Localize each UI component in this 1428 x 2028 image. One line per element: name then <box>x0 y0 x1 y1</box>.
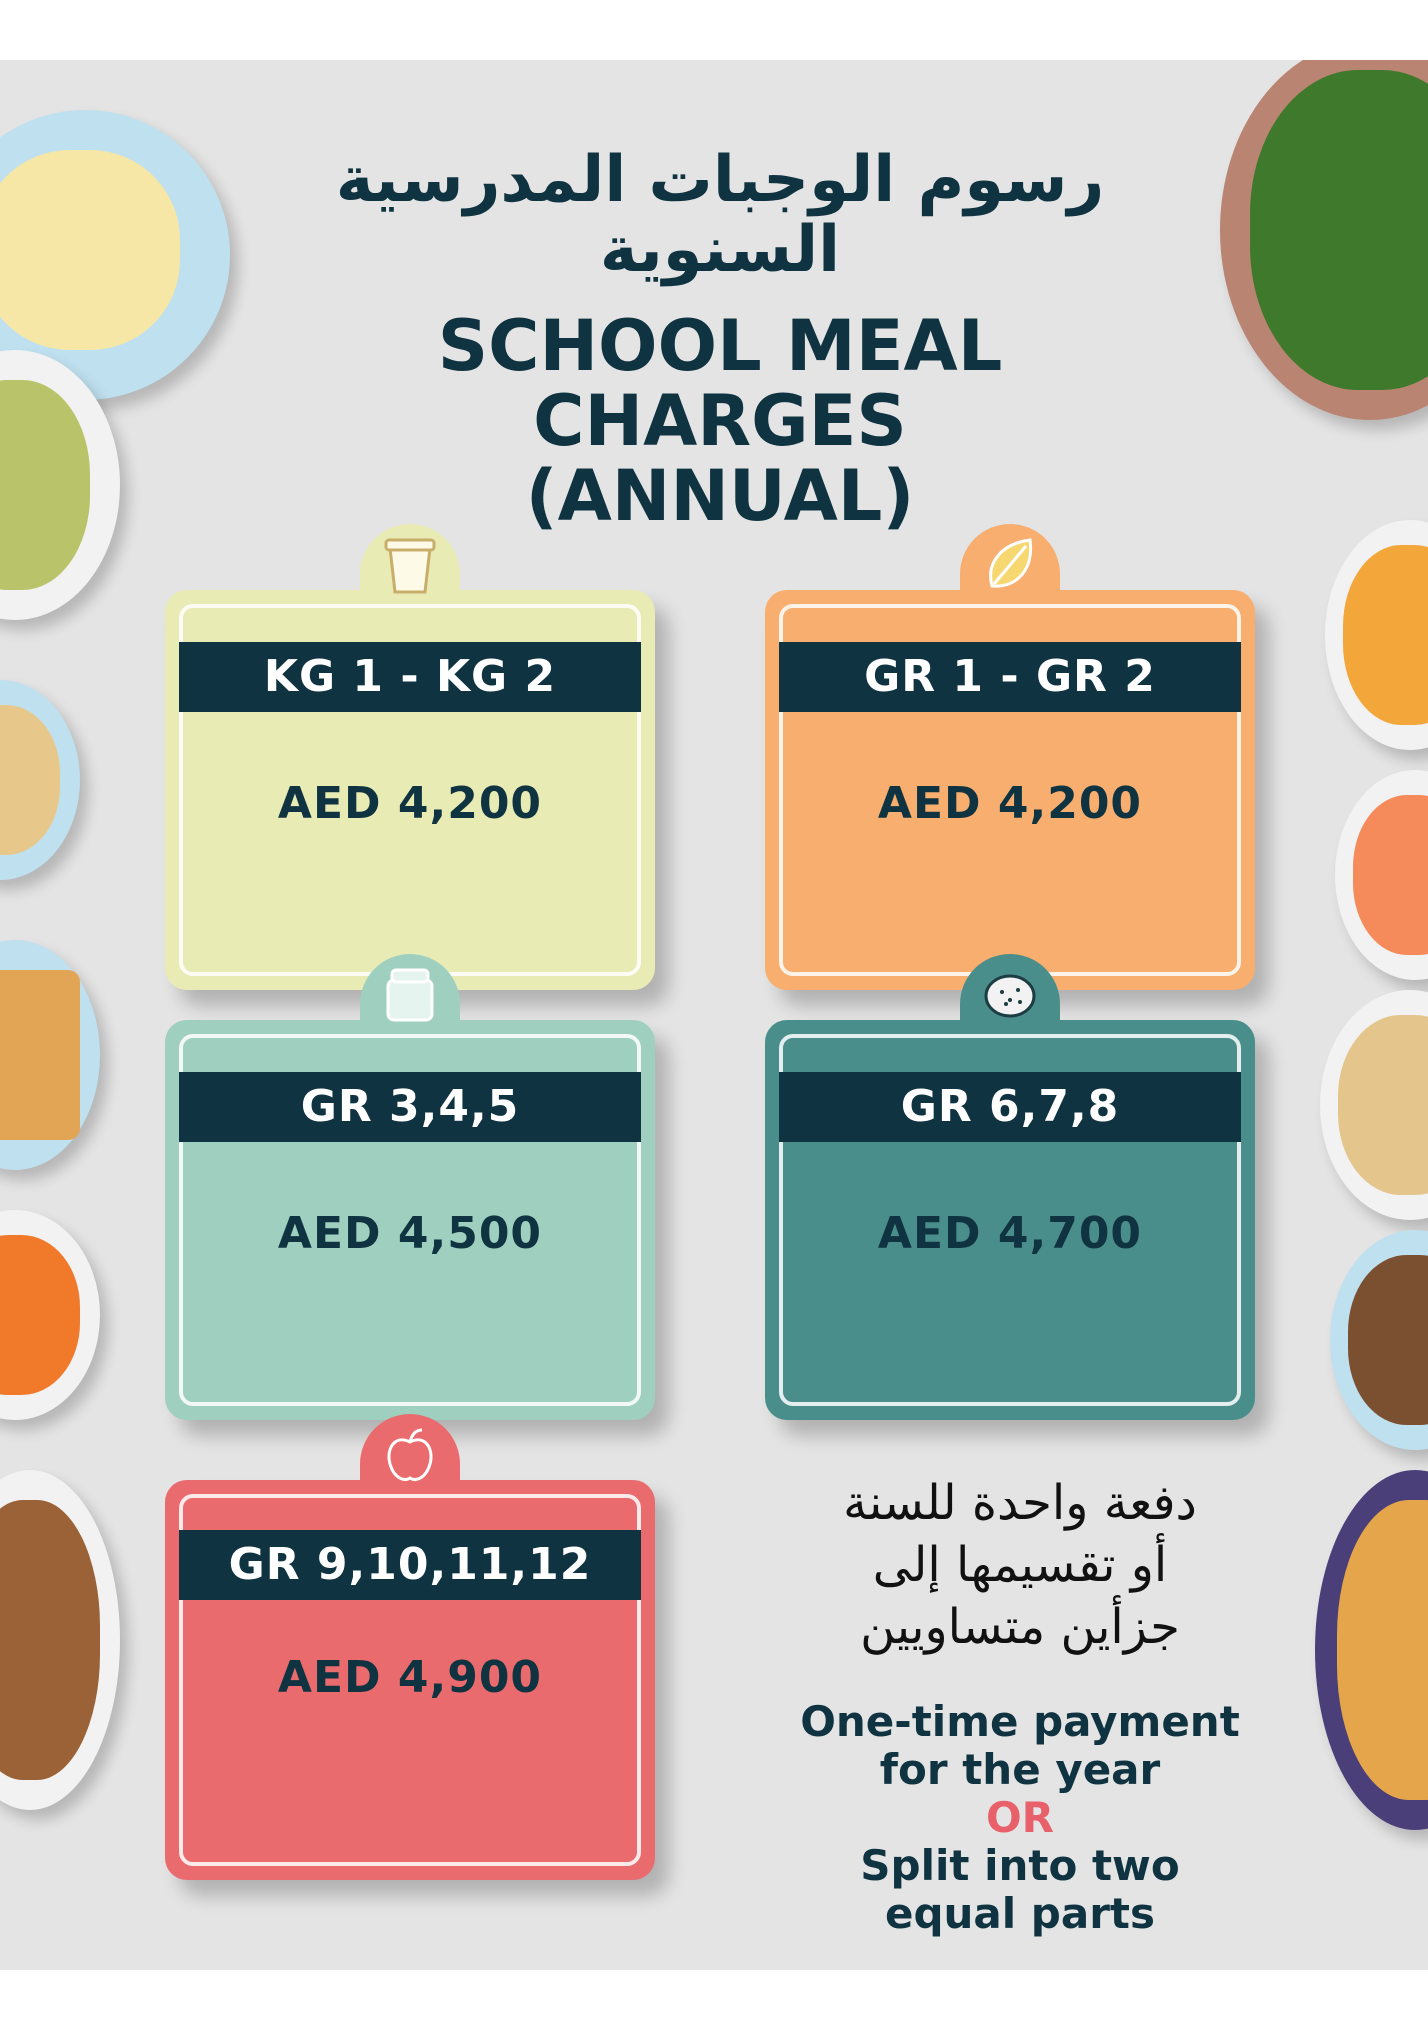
title-arabic-line2: السنوية <box>599 213 841 287</box>
nuts-bowl-image <box>1330 1230 1428 1450</box>
grade-label: GR 6,7,8 <box>779 1072 1241 1142</box>
payment-note-english-line1: One-time payment <box>800 1697 1240 1746</box>
leaf-icon <box>980 534 1040 596</box>
rings-bowl-image <box>1320 990 1428 1220</box>
apple-icon <box>380 1424 440 1486</box>
price-card-kg <box>165 590 655 990</box>
price-card-gr6-8 <box>765 1020 1255 1420</box>
title-english-line2: CHARGES <box>533 380 907 462</box>
broccoli-bowl-image <box>1220 60 1428 420</box>
payment-note-english-line4: equal parts <box>884 1889 1155 1938</box>
grade-label: KG 1 - KG 2 <box>179 642 641 712</box>
egg-icon <box>980 964 1040 1026</box>
title-english-line1: SCHOOL MEAL <box>437 305 1003 387</box>
orange-fruit-bowl-image <box>1325 520 1428 750</box>
title-arabic-line1: رسوم الوجبات المدرسية <box>335 143 1105 217</box>
payment-note-arabic-line2: أو تقسيمها إلى <box>872 1537 1168 1593</box>
crackers-bowl-image <box>0 680 80 880</box>
payment-note-english-line2: for the year <box>879 1745 1161 1794</box>
payment-note-arabic-line1: دفعة واحدة للسنة <box>843 1475 1197 1531</box>
payment-note-arabic-line3: جزأين متساويين <box>860 1599 1180 1655</box>
payment-note-or: OR <box>985 1793 1055 1842</box>
lunchbox-icon <box>380 964 440 1026</box>
price-card-gr3-5 <box>165 1020 655 1420</box>
card-tab <box>360 1414 460 1494</box>
card-tab <box>360 524 460 604</box>
payment-note-english-line3: Split into two <box>860 1841 1180 1890</box>
poster <box>0 60 1428 1970</box>
pastry-plate-image <box>0 940 100 1170</box>
price-card-gr9-12 <box>165 1480 655 1880</box>
price-value: AED 4,200 <box>877 778 1143 829</box>
card-tab <box>960 524 1060 604</box>
granola-bowl-image <box>0 1470 120 1810</box>
title-english-line3: (ANNUAL) <box>525 455 915 537</box>
cup-icon <box>380 534 440 596</box>
grade-label: GR 1 - GR 2 <box>779 642 1241 712</box>
price-value: AED 4,900 <box>277 1652 543 1703</box>
price-value: AED 4,500 <box>277 1208 543 1259</box>
price-value: AED 4,700 <box>877 1208 1143 1259</box>
price-value: AED 4,200 <box>277 778 543 829</box>
puffs-bowl-image <box>1315 1470 1428 1830</box>
grade-label: GR 3,4,5 <box>179 1072 641 1142</box>
grade-label: GR 9,10,11,12 <box>179 1530 641 1600</box>
price-card-gr1-2 <box>765 590 1255 990</box>
payment-note-english <box>720 1698 1320 1938</box>
carrot-bowl-image <box>0 1210 100 1420</box>
candy-bowl-image <box>1335 770 1428 980</box>
